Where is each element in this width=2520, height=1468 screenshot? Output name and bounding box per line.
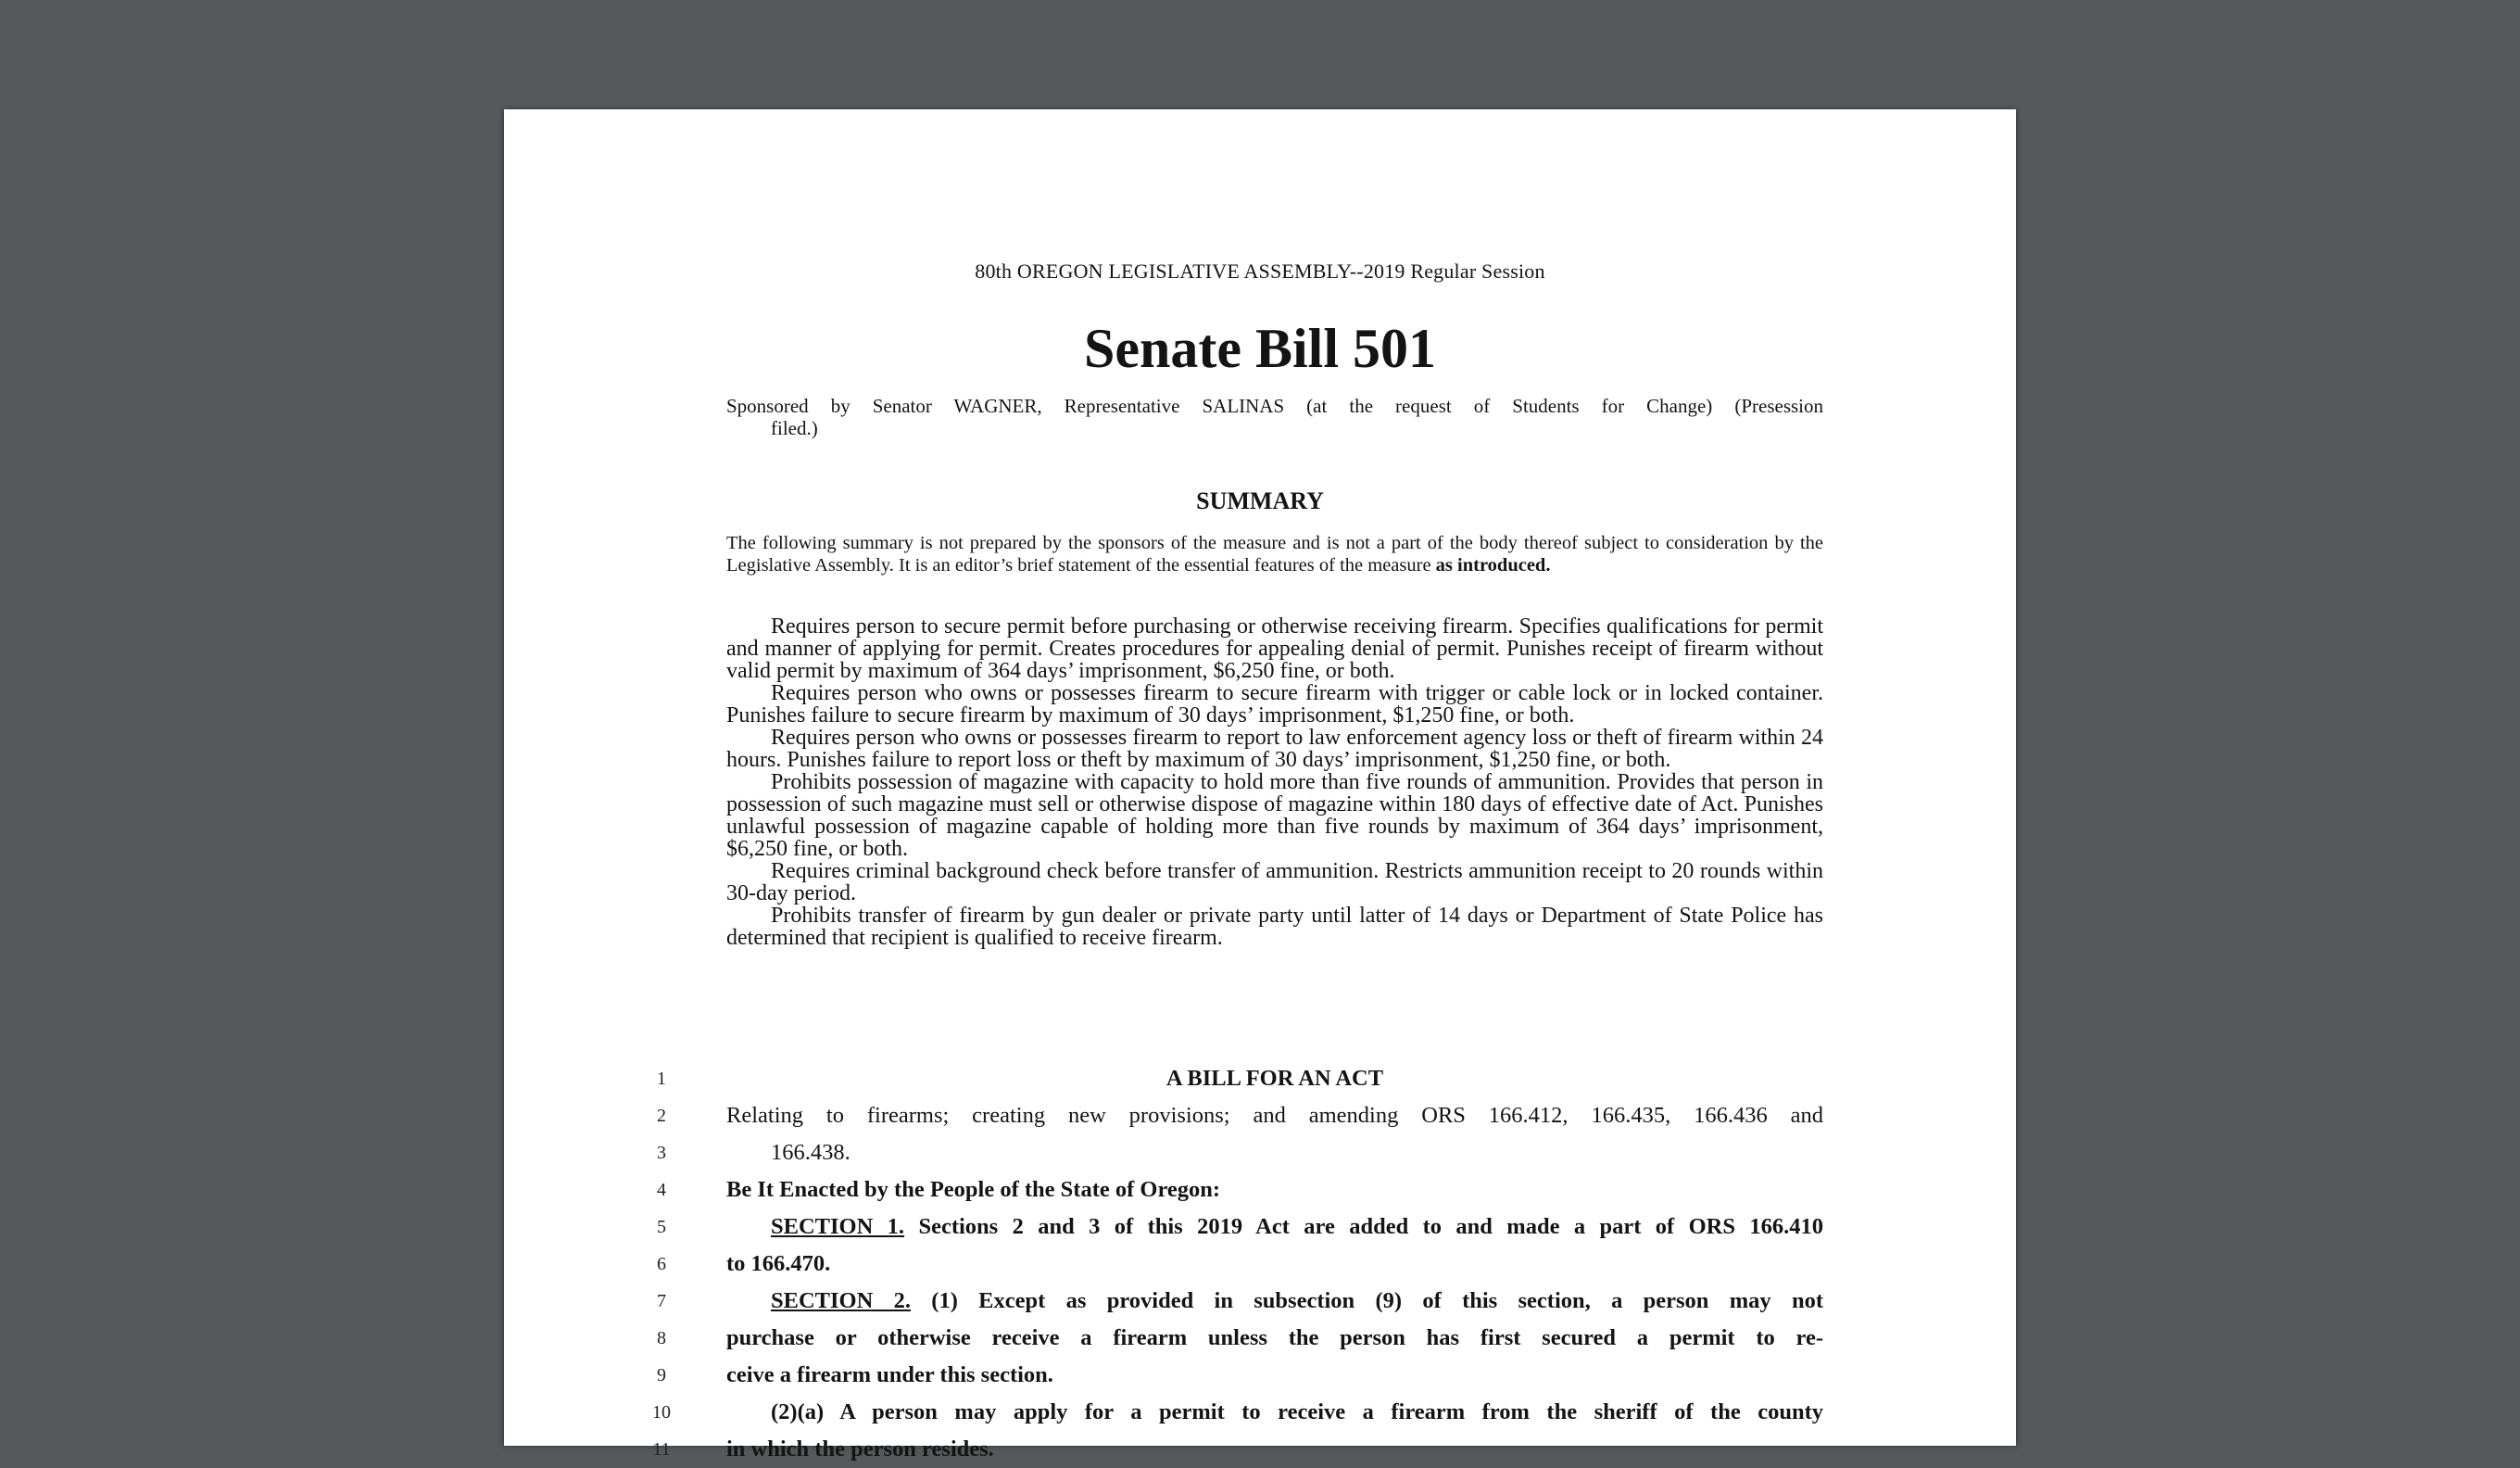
line-number: 4: [657, 1180, 666, 1200]
bill-line: [504, 1134, 2016, 1171]
bill-line-text: ceive a firearm under this section.: [726, 1362, 1053, 1387]
bill-line: [504, 1060, 2016, 1097]
bill-line: [504, 1357, 2016, 1394]
line-number: 2: [657, 1106, 666, 1126]
document-page[interactable]: [504, 109, 2016, 1462]
sponsor-statement: [726, 395, 1823, 439]
bill-line-text: to 166.470.: [726, 1251, 831, 1276]
section-1-text: Sections 2 and 3 of this 2019 Act are added to and made a part of ORS 166.410: [904, 1214, 1823, 1239]
line-number: 11: [652, 1439, 671, 1460]
bill-line-text: [726, 1209, 1823, 1246]
bill-line: [504, 1320, 2016, 1357]
act-heading: A BILL FOR AN ACT: [1166, 1066, 1384, 1091]
session-header: 80th OREGON LEGISLATIVE ASSEMBLY--2019 Regular Session: [975, 259, 1545, 283]
summary-intro-text: The following summary is not prepared by the sponsors of the measure and is not a part of the body thereof subject to consideration by the Legislative Assembly. It is an editor’s brief statement of the essential features of the measure: [726, 533, 1823, 576]
sponsor-line-1: Sponsored by Senator WAGNER, Representative SALINAS (at the request of Students for Change) (Presession: [726, 395, 1823, 417]
bill-line: [504, 1283, 2016, 1320]
line-number: 10: [652, 1402, 671, 1423]
summary-body: [726, 615, 1823, 949]
enacting-clause: Be It Enacted by the People of the State of Oregon:: [726, 1177, 1221, 1202]
bill-text: [504, 1060, 2016, 1468]
line-number: 5: [657, 1217, 666, 1237]
bill-line-text: purchase or otherwise receive a firearm unless the person has first secured a permit to re-: [726, 1325, 1823, 1350]
bill-title: Senate Bill 501: [1083, 318, 1436, 379]
line-number: 7: [657, 1291, 666, 1311]
bill-line: [504, 1097, 2016, 1134]
summary-intro-emphasis: as introduced.: [1435, 555, 1551, 576]
summary-paragraph: Requires criminal background check before transfer of ammunition. Restricts ammunition receipt to 20 rounds within 30-day period.: [726, 859, 1823, 905]
line-number: 1: [657, 1069, 666, 1089]
bill-line-text: [726, 1283, 1823, 1320]
line-number: 8: [657, 1328, 666, 1348]
summary-paragraph: Requires person who owns or possesses firearm to report to law enforcement agency loss or theft of firearm within 24 hours. Punishes failure to report loss or theft by maximum of 30 days’ imprisonment, $1,250 fine, or both.: [726, 726, 1823, 772]
line-number: 6: [657, 1254, 666, 1274]
summary-heading: SUMMARY: [1196, 487, 1324, 514]
summary-paragraph: Prohibits transfer of firearm by gun dealer or private party until latter of 14 days or Department of State Police has determined that recipient is qualified to receive firearm.: [726, 904, 1823, 950]
bill-line: [504, 1246, 2016, 1283]
summary-intro: [726, 532, 1823, 576]
bill-line: [504, 1394, 2016, 1431]
summary-paragraph: Requires person who owns or possesses firearm to secure firearm with trigger or cable lock or in locked container. Punishes failure to secure firearm by maximum of 30 days’ imprisonment, $1,250 fine, or both.: [726, 681, 1823, 728]
section-1-label: SECTION 1.: [771, 1214, 905, 1239]
line-number: 9: [657, 1365, 666, 1386]
summary-paragraph: Prohibits possession of magazine with capacity to hold more than five rounds of ammunition. Provides that person in possession of such magazine must sell or otherwise dispose of magazine within 180 days of effective date of Act. Punishes unlawful possession of magazine capable of holding more than five rounds by maximum of 364 days’ imprisonment, $6,250 fine, or both.: [726, 770, 1823, 861]
bill-line: [504, 1431, 2016, 1468]
bill-line: [504, 1209, 2016, 1246]
bill-line-text: Relating to firearms; creating new provisions; and amending ORS 166.412, 166.435, 166.436 and: [726, 1103, 1823, 1128]
sponsor-line-2: filed.): [771, 417, 818, 439]
bill-line: [504, 1171, 2016, 1209]
line-number: 3: [657, 1143, 666, 1163]
bill-line-text: 166.438.: [771, 1140, 850, 1165]
bill-line-text: in which the person resides.: [726, 1436, 994, 1462]
bill-line-text: (2)(a) A person may apply for a permit to receive a firearm from the sheriff of the county: [771, 1399, 1823, 1424]
section-2-text: (1) Except as provided in subsection (9) of this section, a person may not: [910, 1288, 1823, 1313]
summary-paragraph: Requires person to secure permit before purchasing or otherwise receiving firearm. Specifies qualifications for permit and manner of applying for permit. Creates procedures for appealing denial of permit. Punishes receipt of firearm without valid permit by maximum of 364 days’ imprisonment, $6,250 fine, or both.: [726, 614, 1823, 683]
section-2-label: SECTION 2.: [771, 1288, 911, 1313]
